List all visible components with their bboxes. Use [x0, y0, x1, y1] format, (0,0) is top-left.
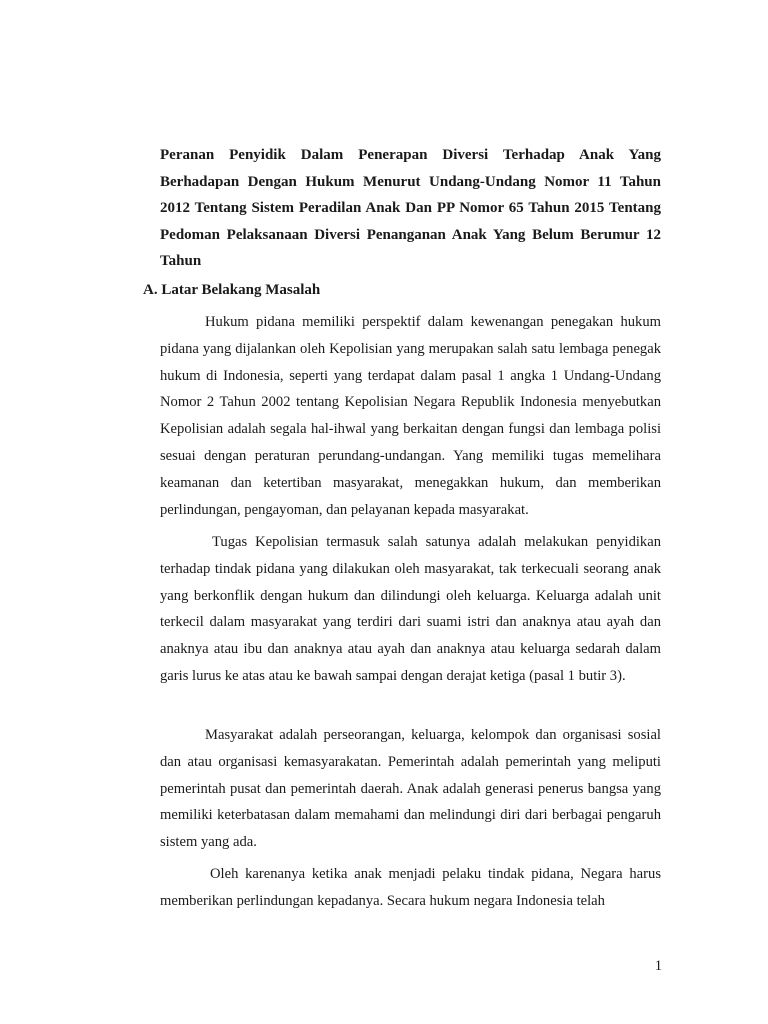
paragraph-3: Masyarakat adalah perseorangan, keluarga, kelompok dan organisasi sosial dan atau organisasi kemasyarakatan. Pemerintah adalah pemerintah yang meliputi pemerintah pusat dan pemerintah daerah. Anak adalah generasi penerus bangsa yang memiliki keterbatasan dalam memahami dan melindungi diri dari berbagai pengaruh sistem yang ada. — [160, 727, 661, 851]
document-title: Peranan Penyidik Dalam Penerapan Diversi Terhadap Anak Yang Berhadapan Dengan Hukum Menurut Undang-Undang Nomor 11 Tahun 2012 Tentang Sistem Peradilan Anak Dan PP Nomor 65 Tahun 2015 Tentang Pedoman Pelaksanaan Diversi Penanganan Anak Yang Belum Berumur 12 Tahun — [160, 147, 661, 270]
page-number: 1 — [654, 958, 662, 974]
section-heading: A. Latar Belakang Masalah — [143, 282, 321, 298]
paragraph-4: Oleh karenanya ketika anak menjadi pelaku tindak pidana, Negara harus memberikan perlindungan kepadanya. Secara hukum negara Indonesia telah — [160, 866, 661, 909]
paragraph-1: Hukum pidana memiliki perspektif dalam kewenangan penegakan hukum pidana yang dijalankan oleh Kepolisian yang merupakan salah satu lembaga penegak hukum di Indonesia, seperti yang terdapat dalam pasal 1 angka 1 Undang-Undang Nomor 2 Tahun 2002 tentang Kepolisian Negara Republik Indonesia menyebutkan Kepolisian adalah segala hal-ihwal yang berkaitan dengan fungsi dan lembaga polisi sesuai dengan peraturan perundang-undangan. Yang memiliki tugas memelihara keamanan dan ketertiban masyarakat, menegakkan hukum, dan memberikan perlindungan, pengayoman, dan pelayanan kepada masyarakat. — [160, 314, 661, 518]
paragraph-2: Tugas Kepolisian termasuk salah satunya adalah melakukan penyidikan terhadap tindak pidana yang dilakukan oleh masyarakat, tak terkecuali seorang anak yang berkonflik dengan hukum dan dilindungi oleh keluarga. Keluarga adalah unit terkecil dalam masyarakat yang terdiri dari suami istri dan anaknya atau ayah dan anaknya atau ibu dan anaknya atau ayah dan anaknya atau keluarga sedarah dalam garis lurus ke atas atau ke bawah sampai dengan derajat ketiga (pasal 1 butir 3). — [160, 534, 661, 684]
